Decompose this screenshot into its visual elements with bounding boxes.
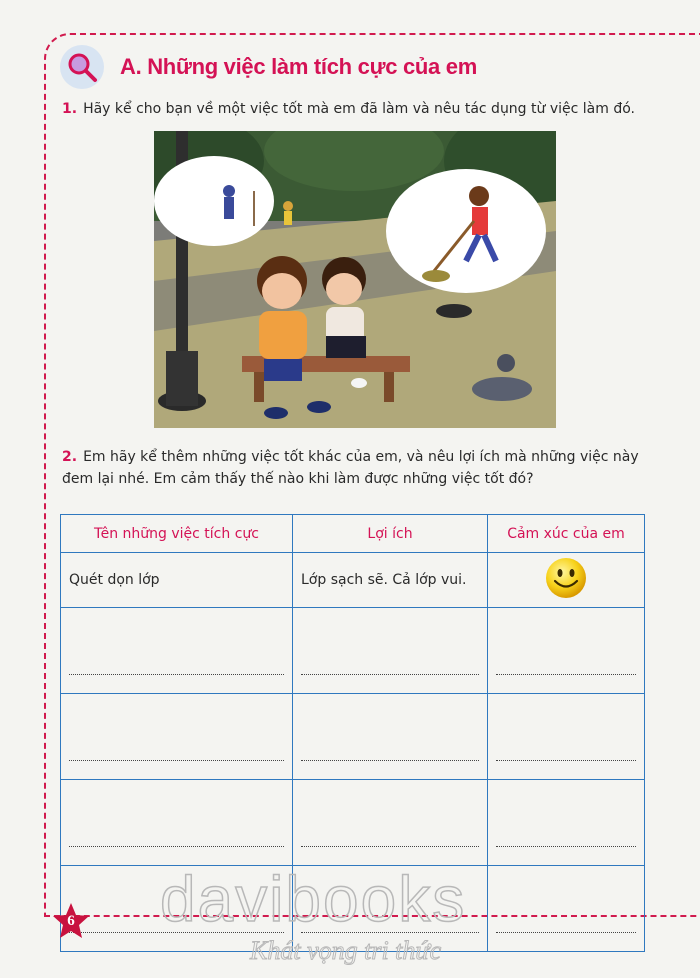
table-row	[61, 694, 645, 780]
answer-line[interactable]	[496, 845, 636, 847]
table-header-row	[61, 515, 645, 553]
example-benefit: Lớp sạch sẽ. Cả lớp vui.	[293, 553, 488, 608]
answer-line[interactable]	[301, 673, 479, 675]
section-title: A. Những việc làm tích cực của em	[120, 54, 477, 79]
header-benefit: Lợi ích	[293, 515, 488, 553]
answer-line[interactable]	[69, 845, 284, 847]
question-1-text: Hãy kể cho bạn về một việc tốt mà em đã làm và nêu tác dụng từ việc làm đó.	[83, 101, 635, 117]
header-feeling: Cảm xúc của em	[488, 515, 645, 553]
table-row	[61, 780, 645, 866]
answer-line[interactable]	[301, 759, 479, 761]
question-2-number: 2.	[62, 449, 78, 465]
answer-line[interactable]	[301, 845, 479, 847]
table-row	[61, 608, 645, 694]
illustration-children-on-bench	[154, 131, 556, 428]
section-heading	[60, 45, 477, 89]
question-1-number: 1.	[62, 101, 78, 117]
answer-line[interactable]	[69, 673, 284, 675]
question-1	[62, 98, 635, 120]
watermark-tagline: Khát vọng tri thức	[250, 936, 442, 965]
table-row	[61, 553, 645, 608]
header-activity: Tên những việc tích cực	[61, 515, 293, 553]
question-2	[62, 446, 662, 490]
smiley-icon	[544, 556, 588, 600]
watermark-brand: davibooks	[160, 863, 467, 935]
question-2-text: Em hãy kể thêm những việc tốt khác của em, và nêu lợi ích mà những việc này đem lại nhé. Em cảm thấy thế nào khi làm được những việc tốt đó?	[62, 449, 639, 487]
answer-line[interactable]	[496, 673, 636, 675]
answer-line[interactable]	[496, 759, 636, 761]
magnifier-icon	[60, 45, 104, 89]
answer-line[interactable]	[69, 759, 284, 761]
page-number: 6	[67, 912, 75, 929]
answer-line[interactable]	[496, 931, 636, 933]
example-activity: Quét dọn lớp	[61, 553, 293, 608]
